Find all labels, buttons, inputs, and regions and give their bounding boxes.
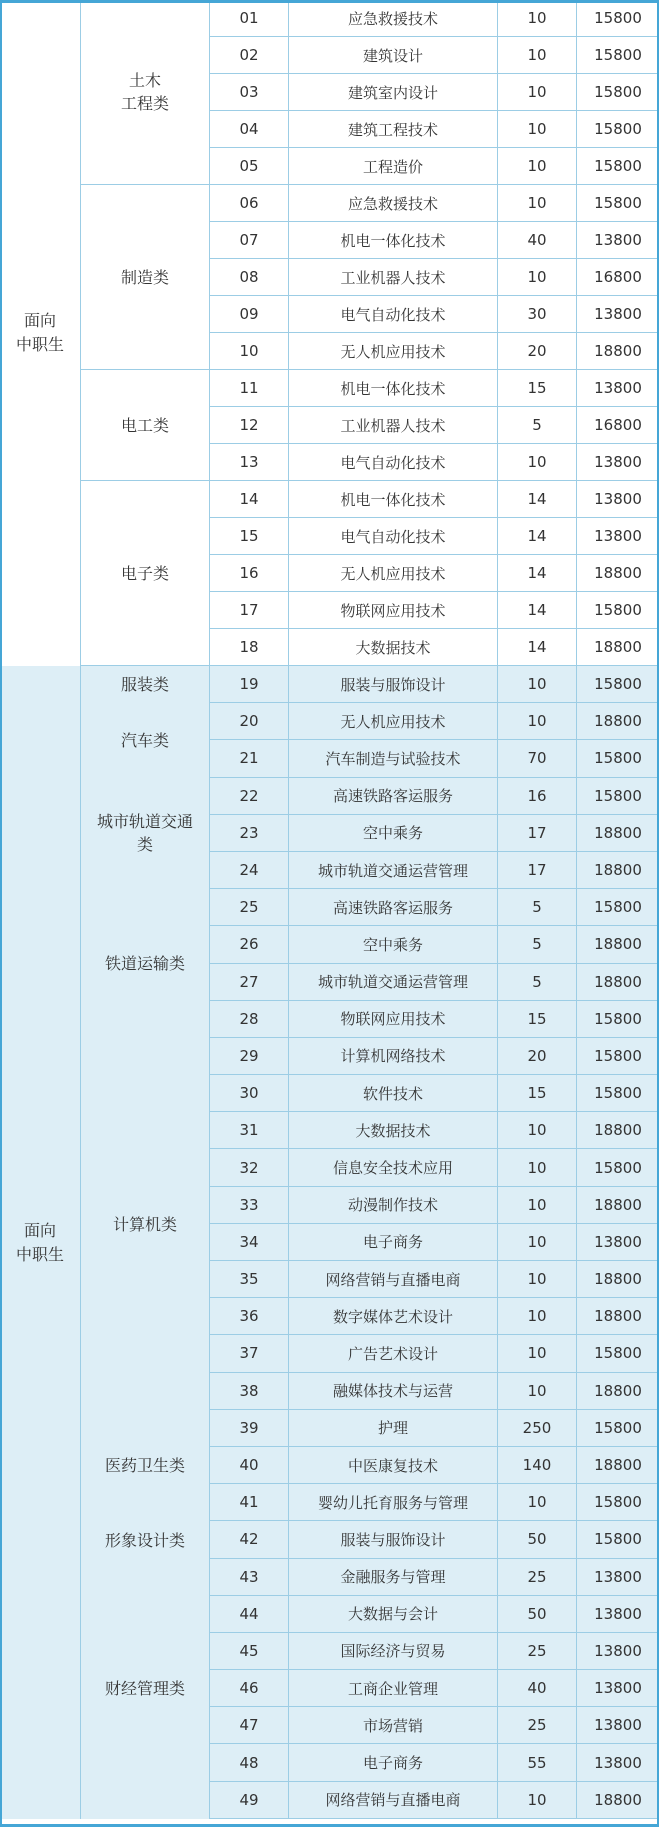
major-number: 43	[210, 1559, 289, 1595]
tuition-fee: 15800	[594, 9, 642, 27]
major-name: 机电一体化技术	[289, 370, 498, 406]
tuition-fee: 15800	[594, 1084, 642, 1103]
section-2	[0, 666, 659, 1819]
enrollment-quota: 14	[498, 592, 577, 628]
major-name: 市场营销	[289, 1707, 498, 1743]
major-name: 服装与服饰设计	[289, 1521, 498, 1557]
enrollment-quota: 14	[498, 518, 577, 554]
table-row	[210, 1447, 659, 1484]
table-row	[210, 1149, 659, 1186]
category-label: 财经管理类	[104, 1679, 185, 1699]
major-number: 46	[210, 1670, 289, 1706]
enrollment-quota: 10	[498, 1149, 577, 1185]
table-row	[210, 1038, 659, 1075]
section-1	[0, 0, 659, 666]
table-row	[210, 1187, 659, 1224]
enrollment-quota: 5	[498, 889, 577, 925]
enrollment-quota: 10	[498, 1373, 577, 1409]
major-number: 10	[210, 333, 289, 369]
category-column	[81, 0, 210, 666]
major-name: 电气自动化技术	[289, 444, 498, 480]
enrollment-quota: 10	[498, 666, 577, 702]
table-row	[210, 37, 659, 74]
table-row	[210, 1261, 659, 1298]
major-number: 36	[210, 1298, 289, 1334]
category-cell	[81, 889, 210, 1038]
tuition-fee: 18800	[594, 1790, 642, 1809]
table-row	[210, 964, 659, 1001]
table-row	[210, 629, 659, 666]
tuition-fee: 15800	[594, 83, 642, 101]
tuition-fee: 13800	[594, 1567, 642, 1586]
major-number: 19	[210, 666, 289, 702]
category-label: 计算机类	[112, 1214, 177, 1234]
major-number: 22	[210, 778, 289, 814]
table-row	[210, 666, 659, 703]
table-row	[210, 1075, 659, 1112]
major-number: 01	[210, 0, 289, 36]
enrollment-quota: 10	[498, 111, 577, 147]
table-row	[210, 740, 659, 777]
tuition-fee: 18800	[594, 1195, 642, 1214]
table-row	[210, 518, 659, 555]
category-label: 形象设计类	[104, 1530, 185, 1550]
tuition-fee: 15800	[594, 1009, 642, 1028]
major-number: 38	[210, 1373, 289, 1409]
major-number: 04	[210, 111, 289, 147]
table-row	[210, 1596, 659, 1633]
table-row	[210, 0, 659, 37]
table-row	[210, 74, 659, 111]
major-number: 12	[210, 407, 289, 443]
table-row	[210, 703, 659, 740]
category-cell	[81, 1559, 210, 1819]
table-row	[210, 1224, 659, 1261]
major-name: 计算机网络技术	[289, 1038, 498, 1074]
major-name: 建筑工程技术	[289, 111, 498, 147]
table-row	[210, 778, 659, 815]
major-name: 网络营销与直播电商	[289, 1782, 498, 1818]
category-cell	[81, 1038, 210, 1410]
category-cell	[81, 370, 210, 481]
category-label: 电工类	[120, 415, 169, 435]
table-row	[210, 1633, 659, 1670]
enrollment-quota: 17	[498, 852, 577, 888]
major-name: 国际经济与贸易	[289, 1633, 498, 1669]
tuition-fee: 15800	[594, 120, 642, 138]
major-name: 建筑室内设计	[289, 74, 498, 110]
major-name: 高速铁路客运服务	[289, 778, 498, 814]
major-name: 数字媒体艺术设计	[289, 1298, 498, 1334]
major-number: 34	[210, 1224, 289, 1260]
table-row	[210, 259, 659, 296]
major-name: 网络营销与直播电商	[289, 1261, 498, 1297]
tuition-fee: 15800	[594, 1530, 642, 1549]
category-cell	[81, 0, 210, 185]
tuition-fee: 13800	[594, 1232, 642, 1251]
major-number: 30	[210, 1075, 289, 1111]
major-number: 02	[210, 37, 289, 73]
major-name: 城市轨道交通运营管理	[289, 964, 498, 1000]
table-row	[210, 1001, 659, 1038]
enrollment-quota: 10	[498, 74, 577, 110]
table-row	[210, 222, 659, 259]
major-number: 07	[210, 222, 289, 258]
tuition-fee: 18800	[594, 1456, 642, 1475]
table-top-border	[0, 0, 659, 3]
enrollment-quota: 50	[498, 1521, 577, 1557]
enrollment-quota: 14	[498, 629, 577, 665]
tuition-fee: 16800	[594, 416, 642, 434]
tuition-fee: 15800	[594, 194, 642, 212]
major-name: 大数据技术	[289, 629, 498, 665]
major-number: 14	[210, 481, 289, 517]
tuition-fee: 15800	[594, 1158, 642, 1177]
major-name: 金融服务与管理	[289, 1559, 498, 1595]
major-name: 电子商务	[289, 1224, 498, 1260]
tuition-fee: 13800	[594, 1679, 642, 1698]
tuition-fee: 15800	[594, 786, 642, 805]
table-row	[210, 1670, 659, 1707]
major-name: 物联网应用技术	[289, 592, 498, 628]
major-name: 物联网应用技术	[289, 1001, 498, 1037]
enrollment-quota: 17	[498, 815, 577, 851]
major-name: 电气自动化技术	[289, 518, 498, 554]
major-number: 15	[210, 518, 289, 554]
enrollment-quota: 5	[498, 407, 577, 443]
major-name: 无人机应用技术	[289, 555, 498, 591]
enrollment-quota: 10	[498, 1335, 577, 1371]
enrollment-quota: 10	[498, 148, 577, 184]
major-name: 婴幼儿托育服务与管理	[289, 1484, 498, 1520]
tuition-fee: 18800	[594, 342, 642, 360]
major-name: 大数据与会计	[289, 1596, 498, 1632]
major-name: 建筑设计	[289, 37, 498, 73]
major-number: 24	[210, 852, 289, 888]
major-number: 45	[210, 1633, 289, 1669]
major-number: 05	[210, 148, 289, 184]
tuition-fee: 13800	[594, 231, 642, 249]
major-number: 42	[210, 1521, 289, 1557]
tuition-fee: 13800	[594, 305, 642, 323]
tuition-fee: 15800	[594, 1344, 642, 1363]
tuition-fee: 13800	[594, 379, 642, 397]
table-row	[210, 407, 659, 444]
table-row	[210, 111, 659, 148]
major-name: 应急救援技术	[289, 185, 498, 221]
tuition-fee: 18800	[594, 972, 642, 991]
enrollment-quota: 10	[498, 0, 577, 36]
table-left-border	[0, 0, 2, 1827]
major-name: 信息安全技术应用	[289, 1149, 498, 1185]
table-row	[210, 296, 659, 333]
tuition-fee: 15800	[594, 601, 642, 619]
major-number: 47	[210, 1707, 289, 1743]
major-number: 13	[210, 444, 289, 480]
enrollment-quota: 15	[498, 1001, 577, 1037]
enrollment-quota: 250	[498, 1410, 577, 1446]
table-row	[210, 1410, 659, 1447]
enrollment-quota: 10	[498, 703, 577, 739]
tuition-fee: 18800	[594, 1307, 642, 1326]
major-number: 40	[210, 1447, 289, 1483]
table-row	[210, 1484, 659, 1521]
enrollment-quota: 25	[498, 1559, 577, 1595]
major-number: 23	[210, 815, 289, 851]
table-row	[210, 1782, 659, 1819]
audience-label: 面向 中职生	[15, 1220, 64, 1264]
table-row	[210, 1112, 659, 1149]
enrollment-quota: 50	[498, 1596, 577, 1632]
enrollment-quota: 55	[498, 1744, 577, 1780]
major-name: 中医康复技术	[289, 1447, 498, 1483]
tuition-fee: 18800	[594, 1270, 642, 1289]
enrollment-quota: 10	[498, 37, 577, 73]
tuition-fee: 13800	[594, 1716, 642, 1735]
table-row	[210, 1521, 659, 1558]
major-name: 空中乘务	[289, 926, 498, 962]
category-cell	[81, 666, 210, 703]
major-number: 08	[210, 259, 289, 295]
major-number: 39	[210, 1410, 289, 1446]
major-name: 大数据技术	[289, 1112, 498, 1148]
tuition-fee: 13800	[594, 490, 642, 508]
enrollment-quota: 15	[498, 370, 577, 406]
enrollment-quota: 10	[498, 1112, 577, 1148]
enrollment-quota: 70	[498, 740, 577, 776]
major-name: 城市轨道交通运营管理	[289, 852, 498, 888]
major-name: 融媒体技术与运营	[289, 1373, 498, 1409]
category-cell	[81, 778, 210, 890]
tuition-fee: 13800	[594, 1604, 642, 1623]
major-name: 护理	[289, 1410, 498, 1446]
major-number: 03	[210, 74, 289, 110]
major-number: 33	[210, 1187, 289, 1223]
tuition-fee: 18800	[594, 1121, 642, 1140]
major-name: 服装与服饰设计	[289, 666, 498, 702]
major-name: 高速铁路客运服务	[289, 889, 498, 925]
tuition-fee: 18800	[594, 861, 642, 880]
category-label: 铁道运输类	[104, 954, 185, 974]
major-name: 应急救援技术	[289, 0, 498, 36]
tuition-fee: 13800	[594, 1641, 642, 1660]
major-name: 工业机器人技术	[289, 407, 498, 443]
enrollment-quota: 5	[498, 926, 577, 962]
major-number: 49	[210, 1782, 289, 1818]
enrollment-quota: 40	[498, 222, 577, 258]
major-number: 48	[210, 1744, 289, 1780]
table-row	[210, 1373, 659, 1410]
table-row	[210, 1707, 659, 1744]
major-number: 28	[210, 1001, 289, 1037]
major-name: 汽车制造与试验技术	[289, 740, 498, 776]
table-row	[210, 370, 659, 407]
major-number: 37	[210, 1335, 289, 1371]
table-row	[210, 592, 659, 629]
enrollment-quota: 40	[498, 1670, 577, 1706]
table-row	[210, 148, 659, 185]
tuition-fee: 15800	[594, 898, 642, 917]
category-label: 汽车类	[120, 730, 169, 750]
tuition-fee: 15800	[594, 1418, 642, 1437]
category-cell	[81, 185, 210, 370]
enrollment-quota: 20	[498, 1038, 577, 1074]
tuition-fee: 13800	[594, 1753, 642, 1772]
major-name: 电子商务	[289, 1744, 498, 1780]
major-number: 35	[210, 1261, 289, 1297]
enrollment-quota: 16	[498, 778, 577, 814]
major-number: 18	[210, 629, 289, 665]
category-cell	[81, 703, 210, 777]
tuition-fee: 18800	[594, 935, 642, 954]
enrollment-quota: 10	[498, 1298, 577, 1334]
table-row	[210, 889, 659, 926]
major-number: 29	[210, 1038, 289, 1074]
enrollment-quota: 140	[498, 1447, 577, 1483]
enrollment-quota: 10	[498, 1261, 577, 1297]
tuition-fee: 15800	[594, 675, 642, 694]
table-row	[210, 444, 659, 481]
category-cell	[81, 1410, 210, 1522]
tuition-fee: 15800	[594, 1046, 642, 1065]
major-name: 电气自动化技术	[289, 296, 498, 332]
enrollment-quota: 10	[498, 1224, 577, 1260]
category-label: 制造类	[120, 267, 169, 287]
major-name: 机电一体化技术	[289, 481, 498, 517]
enrollment-quota: 10	[498, 1187, 577, 1223]
table-row	[210, 1298, 659, 1335]
major-number: 41	[210, 1484, 289, 1520]
major-number: 31	[210, 1112, 289, 1148]
major-number: 27	[210, 964, 289, 1000]
table-row	[210, 1744, 659, 1781]
category-label: 服装类	[120, 675, 169, 695]
table-row	[210, 852, 659, 889]
category-label: 土木 工程类	[120, 71, 169, 113]
major-number: 21	[210, 740, 289, 776]
category-label: 电子类	[120, 563, 169, 583]
table-row	[210, 333, 659, 370]
tuition-fee: 15800	[594, 1493, 642, 1512]
enrollment-quota: 25	[498, 1707, 577, 1743]
major-number: 09	[210, 296, 289, 332]
tuition-fee: 18800	[594, 564, 642, 582]
table-row	[210, 185, 659, 222]
tuition-fee: 15800	[594, 46, 642, 64]
enrollment-quota: 15	[498, 1075, 577, 1111]
tuition-fee: 18800	[594, 1381, 642, 1400]
enrollment-quota: 10	[498, 444, 577, 480]
category-cell	[81, 1522, 210, 1559]
table-row	[210, 815, 659, 852]
enrollment-quota: 14	[498, 555, 577, 591]
tuition-fee: 18800	[594, 712, 642, 731]
enrollment-quota: 10	[498, 185, 577, 221]
audience-label: 面向 中职生	[15, 311, 64, 354]
table-row	[210, 1559, 659, 1596]
category-label: 医药卫生类	[104, 1456, 185, 1476]
enrollment-quota: 25	[498, 1633, 577, 1669]
major-name: 无人机应用技术	[289, 333, 498, 369]
tuition-fee: 13800	[594, 453, 642, 471]
major-name: 空中乘务	[289, 815, 498, 851]
tuition-fee: 15800	[594, 157, 642, 175]
enrollment-quota: 10	[498, 259, 577, 295]
table-row	[210, 926, 659, 963]
enrollment-quota: 10	[498, 1782, 577, 1818]
major-number: 44	[210, 1596, 289, 1632]
major-number: 32	[210, 1149, 289, 1185]
major-number: 25	[210, 889, 289, 925]
tuition-fee: 13800	[594, 527, 642, 545]
table-row	[210, 1335, 659, 1372]
category-column	[81, 666, 210, 1819]
tuition-fee: 18800	[594, 638, 642, 656]
major-name: 工程造价	[289, 148, 498, 184]
major-name: 广告艺术设计	[289, 1335, 498, 1371]
table-row	[210, 555, 659, 592]
table-row	[210, 481, 659, 518]
enrollment-quota: 10	[498, 1484, 577, 1520]
enrollment-quota: 20	[498, 333, 577, 369]
major-name: 软件技术	[289, 1075, 498, 1111]
audience-cell	[0, 666, 81, 1819]
category-label: 城市轨道交通 类	[96, 812, 193, 855]
tuition-fee: 18800	[594, 823, 642, 842]
enrollment-quota: 5	[498, 964, 577, 1000]
major-number: 16	[210, 555, 289, 591]
major-name: 无人机应用技术	[289, 703, 498, 739]
major-number: 17	[210, 592, 289, 628]
tuition-fee: 15800	[594, 749, 642, 768]
major-name: 动漫制作技术	[289, 1187, 498, 1223]
major-name: 工商企业管理	[289, 1670, 498, 1706]
audience-cell	[0, 0, 81, 666]
enrollment-quota: 14	[498, 481, 577, 517]
enrollment-quota: 30	[498, 296, 577, 332]
major-name: 工业机器人技术	[289, 259, 498, 295]
tuition-fee: 16800	[594, 268, 642, 286]
major-number: 20	[210, 703, 289, 739]
major-number: 26	[210, 926, 289, 962]
major-name: 机电一体化技术	[289, 222, 498, 258]
category-cell	[81, 481, 210, 666]
major-number: 06	[210, 185, 289, 221]
major-number: 11	[210, 370, 289, 406]
